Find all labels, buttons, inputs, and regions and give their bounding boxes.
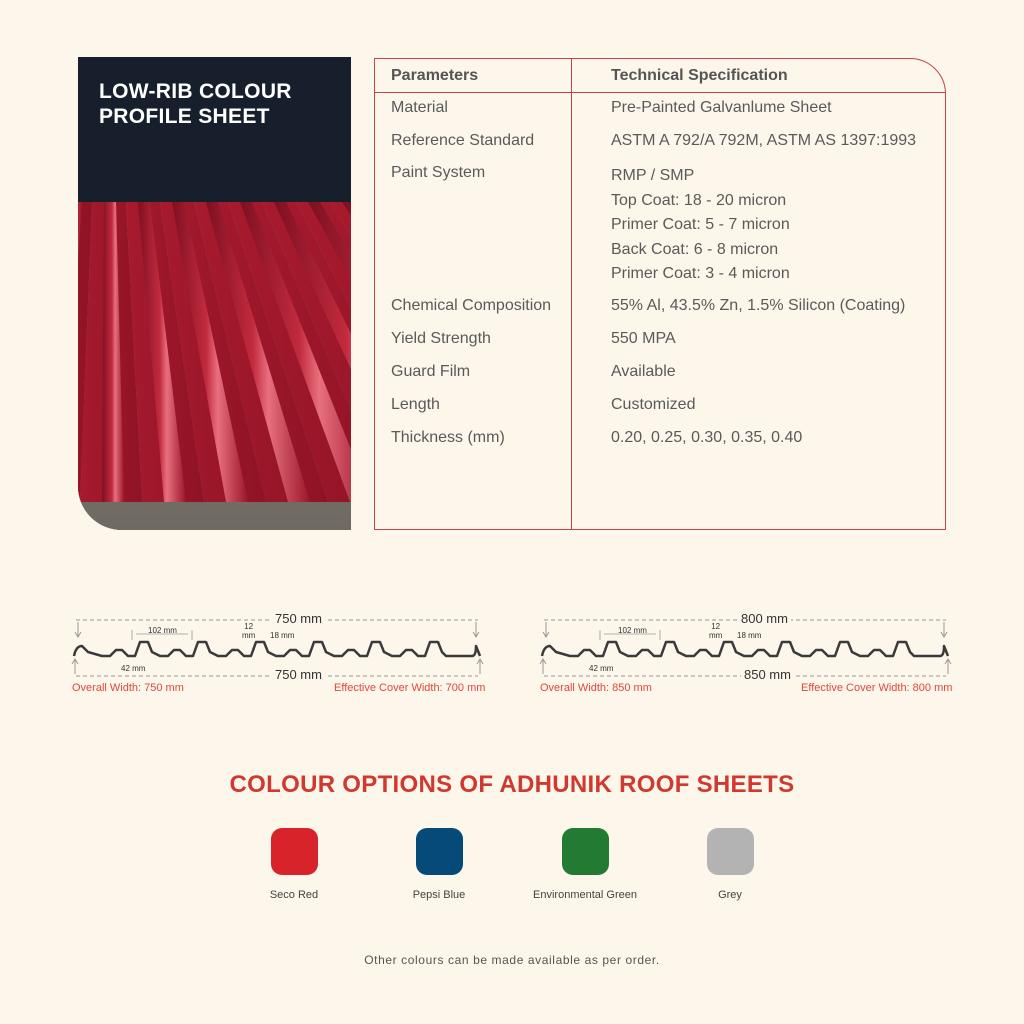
colour-option-pepsi-blue <box>366 828 512 901</box>
colour-swatch <box>562 828 609 875</box>
product-photo <box>78 202 351 530</box>
arrow-right-down <box>941 622 947 637</box>
param-value: 550 MPA <box>611 330 676 347</box>
profile-diagram-850 <box>538 600 958 700</box>
colour-name: Environmental Green <box>533 889 637 901</box>
arrow-right-up <box>945 659 951 674</box>
rib-base-dimension: 42 mm <box>589 664 614 673</box>
param-name: Chemical Composition <box>391 297 552 314</box>
arrow-left-up <box>540 659 546 674</box>
paint-line: Primer Coat: 5 - 7 micron <box>611 216 790 233</box>
rib-top-dimension: 18 mm <box>270 631 295 640</box>
paint-line: RMP / SMP <box>611 167 695 184</box>
colour-swatch <box>271 828 318 875</box>
colour-option-grey <box>657 828 803 901</box>
param-value: Available <box>611 363 676 380</box>
top-width-dimension: 750 mm <box>272 611 325 626</box>
colour-name: Seco Red <box>269 889 319 901</box>
parameters-header: Parameters <box>391 67 479 84</box>
param-name: Yield Strength <box>391 330 491 347</box>
rib-top-dimension: 18 mm <box>737 631 762 640</box>
product-title: LOW-RIB COLOUR PROFILE SHEET <box>99 80 292 128</box>
colour-swatch <box>416 828 463 875</box>
profile-diagram-750 <box>70 600 490 700</box>
spec-table <box>374 58 946 530</box>
colour-option-environmental-green <box>512 828 658 901</box>
sheet-profile-line <box>542 642 948 656</box>
overall-width-label: Overall Width: 850 mm <box>540 682 652 694</box>
param-name: Length <box>391 396 440 413</box>
product-panel <box>78 57 351 530</box>
header-divider <box>375 92 945 93</box>
specification-header: Technical Specification <box>611 67 788 84</box>
param-name: Thickness (mm) <box>391 429 505 446</box>
paint-line: Primer Coat: 3 - 4 micron <box>611 265 790 282</box>
paint-line: Top Coat: 18 - 20 micron <box>611 191 787 209</box>
effective-width-label: Effective Cover Width: 800 mm <box>801 682 953 694</box>
rib-height-dimension: 12 mm <box>709 622 723 640</box>
top-width-dimension: 800 mm <box>738 611 791 626</box>
rib-height-dimension: 12 mm <box>242 622 256 640</box>
param-value: Customized <box>611 396 696 413</box>
arrow-left-up <box>72 659 78 674</box>
colour-name: Grey <box>718 889 742 901</box>
arrow-left-down <box>543 622 549 637</box>
arrow-right-down <box>473 622 479 637</box>
column-divider <box>571 59 572 529</box>
param-value: 0.20, 0.25, 0.30, 0.35, 0.40 <box>611 429 803 446</box>
overall-width-label: Overall Width: 750 mm <box>72 682 184 694</box>
colour-options-title: COLOUR OPTIONS OF ADHUNIK ROOF SHEETS <box>229 771 795 798</box>
param-name: Material <box>391 99 448 116</box>
param-value: Pre-Painted Galvanlume Sheet <box>611 99 832 116</box>
colour-swatch <box>707 828 754 875</box>
product-title-block <box>78 57 351 202</box>
colour-footnote: Other colours can be made available as per order. <box>364 953 660 967</box>
colour-name: Pepsi Blue <box>412 889 466 901</box>
param-name: Guard Film <box>391 363 471 380</box>
rib-base-dimension: 42 mm <box>121 664 146 673</box>
pitch-dimension: 102 mm <box>618 626 647 635</box>
bottom-width-dimension: 750 mm <box>272 667 325 682</box>
arrow-right-up <box>477 659 483 674</box>
colour-option-seco-red <box>221 828 367 901</box>
effective-width-label: Effective Cover Width: 700 mm <box>334 682 486 694</box>
sheet-profile-line <box>74 642 480 656</box>
paint-line: Back Coat: 6 - 8 micron <box>611 240 779 258</box>
arrow-left-down <box>75 622 81 637</box>
param-value: 55% Al, 43.5% Zn, 1.5% Silicon (Coating) <box>611 297 906 314</box>
bottom-width-dimension: 850 mm <box>741 667 794 682</box>
param-value: ASTM A 792/A 792M, ASTM AS 1397:1993 <box>611 132 917 149</box>
param-value <box>611 164 790 287</box>
param-name: Paint System <box>391 164 486 181</box>
pitch-dimension: 102 mm <box>148 626 177 635</box>
param-name: Reference Standard <box>391 132 535 149</box>
